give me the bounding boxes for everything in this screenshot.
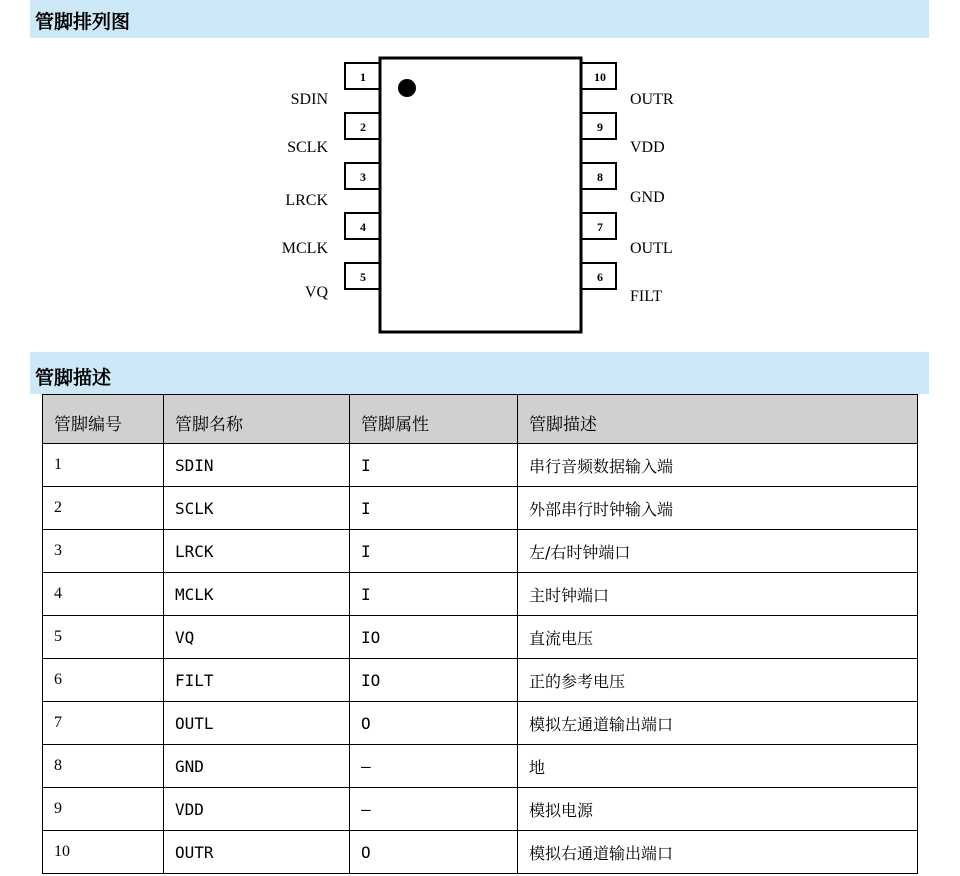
header-pin-name: 管脚名称 — [164, 395, 350, 444]
table-row — [43, 487, 918, 530]
pin-name-cell: OUTR — [164, 831, 350, 874]
pin-name-cell: SCLK — [164, 487, 350, 530]
pin-number-label: 5 — [360, 270, 366, 284]
pin-attribute-cell: I — [350, 573, 518, 616]
pin-attribute-cell: O — [350, 702, 518, 745]
pin-attribute-cell: – — [350, 788, 518, 831]
pin-description-cell: 模拟电源 — [518, 788, 918, 831]
table-header-row — [43, 395, 918, 444]
pin1-marker-dot — [398, 79, 416, 97]
pin-attribute-cell: I — [350, 530, 518, 573]
table-row — [43, 616, 918, 659]
pin-number-label: 7 — [597, 220, 603, 234]
pin-name-cell: MCLK — [164, 573, 350, 616]
header-pin-number: 管脚编号 — [43, 395, 164, 444]
pin-name-label: MCLK — [281, 240, 328, 257]
pin-number-cell: 6 — [43, 659, 164, 702]
pin-name-label: SDIN — [290, 91, 328, 108]
pin-number-label: 10 — [594, 70, 606, 84]
pin-attribute-cell: O — [350, 831, 518, 874]
pin-name-cell: GND — [164, 745, 350, 788]
pin-name-label: VQ — [304, 284, 328, 301]
right-pins — [581, 63, 674, 305]
pin-name-label: SCLK — [287, 139, 328, 156]
table-row — [43, 659, 918, 702]
pin-number-cell: 4 — [43, 573, 164, 616]
pin-description-cell: 串行音频数据输入端 — [518, 444, 918, 487]
pin-description-cell: 主时钟端口 — [518, 573, 918, 616]
pin-name-cell: FILT — [164, 659, 350, 702]
pin-name-cell: VDD — [164, 788, 350, 831]
pin-name-cell: LRCK — [164, 530, 350, 573]
pin-attribute-cell: IO — [350, 659, 518, 702]
pin-number-label: 9 — [597, 120, 603, 134]
pin-number-label: 3 — [360, 170, 366, 184]
section-title: 管脚描述 — [35, 367, 112, 389]
chip-body — [380, 58, 581, 332]
pin-number-cell: 10 — [43, 831, 164, 874]
pin-name-label: OUTL — [630, 240, 673, 257]
chip-pinout-diagram — [0, 40, 960, 340]
pin-description-cell: 模拟右通道输出端口 — [518, 831, 918, 874]
pin-name-label: LRCK — [285, 192, 328, 209]
pin-attribute-cell: I — [350, 444, 518, 487]
section-header-pin-description — [30, 352, 929, 394]
table-row — [43, 573, 918, 616]
table-body — [43, 444, 918, 874]
pin-description-cell: 正的参考电压 — [518, 659, 918, 702]
table-row — [43, 702, 918, 745]
section-title: 管脚排列图 — [35, 11, 131, 33]
pin-attribute-cell: – — [350, 745, 518, 788]
pin-attribute-cell: I — [350, 487, 518, 530]
header-pin-description: 管脚描述 — [518, 395, 918, 444]
pin-description-cell: 直流电压 — [518, 616, 918, 659]
section-header-pin-layout — [30, 0, 929, 38]
pin-number-cell: 1 — [43, 444, 164, 487]
pin-name-cell: SDIN — [164, 444, 350, 487]
pin-name-cell: VQ — [164, 616, 350, 659]
pin-number-cell: 7 — [43, 702, 164, 745]
pin-name-label: FILT — [630, 288, 663, 305]
pin-number-cell: 3 — [43, 530, 164, 573]
pin-description-cell: 模拟左通道输出端口 — [518, 702, 918, 745]
pin-number-cell: 5 — [43, 616, 164, 659]
pin-number-label: 8 — [597, 170, 603, 184]
pin-number-label: 2 — [360, 120, 366, 134]
table-row — [43, 745, 918, 788]
pin-description-cell: 左/右时钟端口 — [518, 530, 918, 573]
pin-number-label: 4 — [360, 220, 366, 234]
table-row — [43, 530, 918, 573]
pin-description-cell: 地 — [518, 745, 918, 788]
pin-attribute-cell: IO — [350, 616, 518, 659]
left-pins — [282, 63, 380, 301]
pin-number-cell: 2 — [43, 487, 164, 530]
header-pin-attribute: 管脚属性 — [350, 395, 518, 444]
table-row — [43, 444, 918, 487]
pin-name-cell: OUTL — [164, 702, 350, 745]
pin-number-label: 6 — [597, 270, 603, 284]
pin-number-label: 1 — [360, 70, 366, 84]
pin-name-label: OUTR — [630, 91, 674, 108]
pin-number-cell: 9 — [43, 788, 164, 831]
table-row — [43, 788, 918, 831]
pin-name-label: GND — [630, 189, 665, 206]
table-row — [43, 831, 918, 874]
pin-name-label: VDD — [630, 139, 665, 156]
pin-number-cell: 8 — [43, 745, 164, 788]
pin-description-cell: 外部串行时钟输入端 — [518, 487, 918, 530]
pin-description-table — [42, 394, 918, 874]
